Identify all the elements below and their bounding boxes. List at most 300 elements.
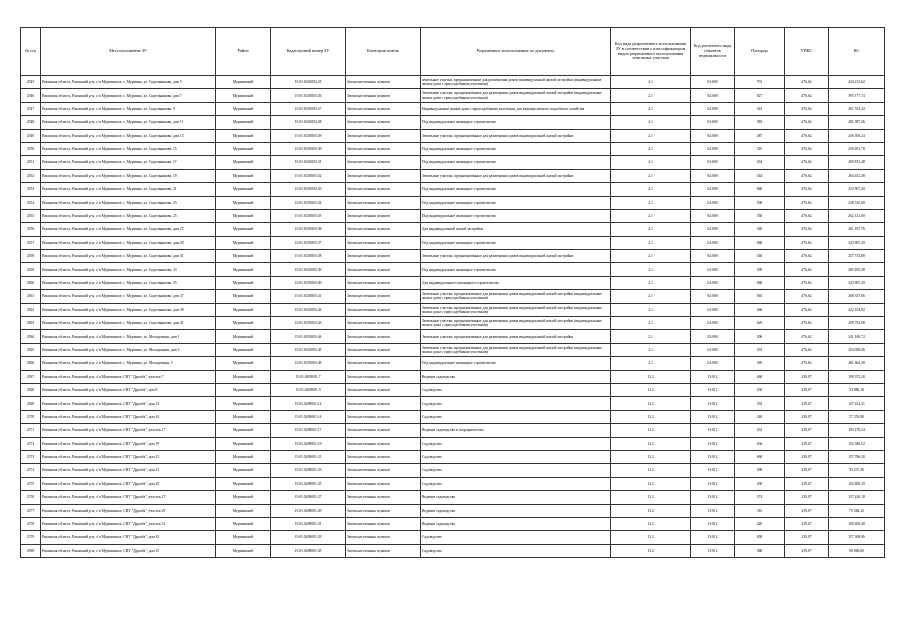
- cell-cadastral: 15:01:0209001:7: [271, 370, 346, 383]
- cell-permitted-use: Садоводство: [421, 410, 611, 423]
- table-row: [21, 142, 885, 155]
- cell-cadastral: 15:01:0209001:29: [271, 504, 346, 517]
- cell-ks: 103 278,24: [829, 424, 885, 437]
- cell-num: 2574: [21, 464, 41, 477]
- cell-location: Рязанская область, Рязанский р-н, с/п Мурминское, с. Мурмино, ул. Молодежная, дом 3: [41, 343, 216, 356]
- cell-area: 390: [735, 464, 785, 477]
- cell-cadastral: 15:01:0210003:27: [271, 102, 346, 115]
- cell-calc-code: 13:012: [691, 517, 735, 530]
- cell-ks: 90 846,60: [829, 544, 885, 557]
- cell-permitted-use: Земельные участки, предназначенные для размещения домов индивидуальной жилой застройки (индивидуальные жилые дома с приусадебными участками): [421, 89, 611, 102]
- cell-ks: 241 169,72: [829, 330, 885, 343]
- cell-ks: 54 986,10: [829, 383, 885, 396]
- table-row: [21, 410, 885, 423]
- cell-calc-code: 13:012: [691, 464, 735, 477]
- cell-district: Мурминский: [216, 250, 271, 263]
- cell-cadastral: 15:01:0210003:41: [271, 290, 346, 303]
- cell-upks: 476,62: [785, 276, 829, 289]
- table-row: [21, 116, 885, 129]
- cell-location: Рязанская область, Рязанский р-н, с/п Мурминское, СНТ "Дружба", дом 23: [41, 464, 216, 477]
- cell-calc-code: 13:012: [691, 410, 735, 423]
- cell-ks: 102 800,10: [829, 477, 885, 490]
- cell-vri-code: 2.1: [611, 169, 691, 182]
- table-row: [21, 544, 885, 557]
- cell-permitted-use: Земельные участки, предназначенные для размещения домов индивидуальной жилой застройки: [421, 129, 611, 142]
- cell-area: 658: [735, 531, 785, 544]
- cell-area: 230: [735, 383, 785, 396]
- cell-cadastral: 15:01:0210003:28: [271, 116, 346, 129]
- cell-district: Мурминский: [216, 276, 271, 289]
- cell-vri-code: 2.1: [611, 343, 691, 356]
- cell-calc-code: 02:000: [691, 89, 735, 102]
- cell-category: Земли населенных пунктов: [346, 437, 421, 450]
- cell-calc-code: 02:000: [691, 317, 735, 330]
- cell-area: 701: [735, 76, 785, 89]
- cell-cadastral: 15:01:0210003:45: [271, 343, 346, 356]
- cell-location: Рязанская область, Рязанский р-н, с/п Мурминское, с. Мурмино, ул. Сидельникова, 25: [41, 209, 216, 222]
- cell-cadastral: 15:01:0210003:46: [271, 357, 346, 370]
- header-calc-code: Код расчетного вида объектов недвижимости: [691, 28, 735, 76]
- cell-cadastral: 15:01:0210003:37: [271, 236, 346, 249]
- cell-calc-code: 02:000: [691, 116, 735, 129]
- cell-category: Земли населенных пунктов: [346, 491, 421, 504]
- cell-location: Рязанская область, Рязанский р-н, с/п Мурминское, с. Мурмино, ул. Сидельникова, 19: [41, 169, 216, 182]
- cell-category: Земли населенных пунктов: [346, 464, 421, 477]
- cell-cadastral: 15:01:0210003:30: [271, 142, 346, 155]
- header-cadastral: Кадастровый номер ЗУ: [271, 28, 346, 76]
- table-body: [21, 76, 885, 558]
- cell-vri-code: 2.1: [611, 263, 691, 276]
- cell-ks: 323 967,20: [829, 276, 885, 289]
- cell-upks: 239,07: [785, 383, 829, 396]
- cell-district: Мурминский: [216, 343, 271, 356]
- cell-area: 434: [735, 156, 785, 169]
- cell-category: Земли населенных пунктов: [346, 424, 421, 437]
- cell-ks: 323 967,20: [829, 183, 885, 196]
- cell-location: Рязанская область, Рязанский р-н, с/п Мурминское, с. Мурмино, ул. Сидельникова, дом 41: [41, 317, 216, 330]
- cell-num: 2580: [21, 544, 41, 557]
- cell-category: Земли населенных пунктов: [346, 317, 421, 330]
- table-row: [21, 477, 885, 490]
- cell-calc-code: 02:000: [691, 142, 735, 155]
- cell-num: 2557: [21, 236, 41, 249]
- cell-district: Мурминский: [216, 317, 271, 330]
- cell-district: Мурминский: [216, 263, 271, 276]
- cell-vri-code: 2.1: [611, 89, 691, 102]
- cell-district: Мурминский: [216, 116, 271, 129]
- cell-location: Рязанская область, Рязанский р-н, с/п Мурминское, с. Мурмино, ул. Сидельникова, дом 5: [41, 76, 216, 89]
- cell-calc-code: 02:000: [691, 223, 735, 236]
- cell-cadastral: 15:01:0210003:33: [271, 183, 346, 196]
- cell-num: 2562: [21, 303, 41, 316]
- cell-vri-code: 13.2: [611, 437, 691, 450]
- cell-calc-code: 02:000: [691, 76, 735, 89]
- cell-area: 525: [735, 142, 785, 155]
- cell-category: Земли населенных пунктов: [346, 544, 421, 557]
- cell-ks: 261 664,38: [829, 357, 885, 370]
- cell-cadastral: 15:01:0209001:17: [271, 424, 346, 437]
- cell-district: Мурминский: [216, 410, 271, 423]
- cell-num: 2550: [21, 142, 41, 155]
- cell-district: Мурминский: [216, 357, 271, 370]
- cell-area: 432: [735, 424, 785, 437]
- cell-category: Земли населенных пунктов: [346, 383, 421, 396]
- table-row: [21, 370, 885, 383]
- table-row: [21, 437, 885, 450]
- cell-calc-code: 13:012: [691, 397, 735, 410]
- cell-permitted-use: Земельные участки, предназначенные для размещения домов индивидуальной жилой застройки: [421, 330, 611, 343]
- cell-location: Рязанская область, Рязанский р-н, с/п Мурминское, с. Мурмино, ул. Сидельникова, дом 13: [41, 129, 216, 142]
- cell-cadastral: 15:01:0209001:21: [271, 450, 346, 463]
- cell-location: Рязанская область, Рязанский р-н, с/п Мурминское, СНТ "Дружба", дом 21: [41, 450, 216, 463]
- cell-calc-code: 02:000: [691, 129, 735, 142]
- cell-ks: 395 177,74: [829, 89, 885, 102]
- cell-category: Земли населенных пунктов: [346, 370, 421, 383]
- cell-category: Земли населенных пунктов: [346, 263, 421, 276]
- cell-area: 430: [735, 477, 785, 490]
- cell-district: Мурминский: [216, 303, 271, 316]
- cell-permitted-use: Для индивидуального жилищного строительства: [421, 276, 611, 289]
- cell-ks: 157 308,06: [829, 531, 885, 544]
- cell-calc-code: 02:000: [691, 236, 735, 249]
- cell-upks: 239,07: [785, 370, 829, 383]
- cell-area: 487: [735, 129, 785, 142]
- cell-permitted-use: Садоводство: [421, 531, 611, 544]
- cell-permitted-use: Для индивидуальной жилой застройки: [421, 223, 611, 236]
- cell-area: 680: [735, 236, 785, 249]
- cell-ks: 127 424,31: [829, 397, 885, 410]
- cell-vri-code: 2.1: [611, 183, 691, 196]
- cell-district: Мурминский: [216, 290, 271, 303]
- cell-upks: 239,07: [785, 477, 829, 490]
- cell-permitted-use: Под индивидуальное жилищное строительство: [421, 116, 611, 129]
- cell-ks: 323 967,20: [829, 236, 885, 249]
- cell-permitted-use: Под индивидуальное жилищное строительство: [421, 263, 611, 276]
- cell-num: 2554: [21, 196, 41, 209]
- cell-vri-code: 13.2: [611, 531, 691, 544]
- header-upks: УПКС: [785, 28, 829, 76]
- cell-calc-code: 13:012: [691, 491, 735, 504]
- table-row: [21, 424, 885, 437]
- cell-vri-code: 2.1: [611, 290, 691, 303]
- header-district: Район: [216, 28, 271, 76]
- cell-cadastral: 15:01:0209001:33: [271, 531, 346, 544]
- header-location: Местоположение ЗУ: [41, 28, 216, 76]
- cell-permitted-use: Под индивидуальное жилищное строительство: [421, 142, 611, 155]
- cell-upks: 476,62: [785, 169, 829, 182]
- cell-location: Рязанская область, Рязанский р-н, с/п Мурминское, СНТ "Дружба", участок 27: [41, 491, 216, 504]
- table-row: [21, 196, 885, 209]
- cell-location: Рязанская область, Рязанский р-н, с/п Мурминское, с. Мурмино, ул. Сидельникова, 17: [41, 156, 216, 169]
- cell-permitted-use: Садоводство: [421, 477, 611, 490]
- cell-permitted-use: Под индивидуальное жилищное строительство: [421, 156, 611, 169]
- cell-calc-code: 13:012: [691, 544, 735, 557]
- table-row: [21, 504, 885, 517]
- cell-permitted-use: Земельные участки, предназначенные для размещения домов индивидуальной жилой застройки: [421, 250, 611, 263]
- cell-num: 2565: [21, 343, 41, 356]
- cell-district: Мурминский: [216, 142, 271, 155]
- cell-category: Земли населенных пунктов: [346, 357, 421, 370]
- cell-vri-code: 13.2: [611, 544, 691, 557]
- cell-num: 2566: [21, 357, 41, 370]
- cell-num: 2549: [21, 129, 41, 142]
- cell-area: 550: [735, 209, 785, 222]
- cell-vri-code: 2.1: [611, 236, 691, 249]
- cell-num: 2567: [21, 370, 41, 383]
- cell-vri-code: 13.2: [611, 464, 691, 477]
- cell-area: 583: [735, 116, 785, 129]
- cell-permitted-use: Ведение садоводства и огородничества: [421, 424, 611, 437]
- cell-location: Рязанская область, Рязанский р-н, с/п Мурминское, с. Мурмино, ул. Сидельникова, 23: [41, 196, 216, 209]
- cell-location: Рязанская область, Рязанский р-н, с/п Мурминское, с. Мурмино, ул. Сидельникова, 15: [41, 142, 216, 155]
- cell-ks: 137 226,18: [829, 491, 885, 504]
- cell-calc-code: 02:000: [691, 276, 735, 289]
- cell-district: Мурминский: [216, 437, 271, 450]
- cell-cadastral: 15:01:0209001:19: [271, 437, 346, 450]
- cell-district: Мурминский: [216, 383, 271, 396]
- cell-vri-code: 2.1: [611, 156, 691, 169]
- cell-location: Рязанская область, Рязанский р-н, с/п Мурминское, СНТ "Дружба", дом 12: [41, 397, 216, 410]
- cell-area: 680: [735, 183, 785, 196]
- cell-category: Земли населенных пунктов: [346, 343, 421, 356]
- cell-num: 2579: [21, 531, 41, 544]
- cell-calc-code: 13:012: [691, 504, 735, 517]
- cell-location: Рязанская область, Рязанский р-н, с/п Мурминское, СНТ "Дружба", дом 19: [41, 437, 216, 450]
- cell-vri-code: 2.1: [611, 116, 691, 129]
- cell-vri-code: 2.1: [611, 76, 691, 89]
- cell-district: Мурминский: [216, 196, 271, 209]
- cell-location: Рязанская область, Рязанский р-н, с/п Мурминское, СНТ "Дружба", дом 35: [41, 544, 216, 557]
- cell-location: Рязанская область, Рязанский р-н, с/п Мурминское, с. Мурмино, ул. Сидельникова, дом 37: [41, 290, 216, 303]
- cell-vri-code: 2.1: [611, 357, 691, 370]
- cell-upks: 476,62: [785, 330, 829, 343]
- cell-cadastral: 15:01:0209001:14: [271, 410, 346, 423]
- cell-district: Мурминский: [216, 517, 271, 530]
- cell-category: Земли населенных пунктов: [346, 303, 421, 316]
- cell-calc-code: 13:012: [691, 370, 735, 383]
- cell-upks: 476,62: [785, 183, 829, 196]
- cell-calc-code: 02:000: [691, 169, 735, 182]
- cell-upks: 476,62: [785, 142, 829, 155]
- cell-upks: 476,62: [785, 236, 829, 249]
- cell-ks: 281 987,26: [829, 116, 885, 129]
- cell-location: Рязанская область, Рязанский р-н, с/п Мурминское, СНТ "Дружба", участок 29: [41, 504, 216, 517]
- cell-district: Мурминский: [216, 209, 271, 222]
- cell-category: Земли населенных пунктов: [346, 450, 421, 463]
- cell-num: 2577: [21, 504, 41, 517]
- cell-permitted-use: Под индивидуальное жилищное строительство: [421, 236, 611, 249]
- cell-area: 500: [735, 196, 785, 209]
- cell-area: 563: [735, 290, 785, 303]
- cell-ks: 257 374,80: [829, 250, 885, 263]
- cell-area: 460: [735, 370, 785, 383]
- cell-vri-code: 13.2: [611, 504, 691, 517]
- cell-num: 2563: [21, 317, 41, 330]
- cell-num: 2576: [21, 491, 41, 504]
- cell-location: Рязанская область, Рязанский р-н, с/п Мурминское, с. Мурмино, ул. Сидельникова, дом 7: [41, 89, 216, 102]
- cell-category: Земли населенных пунктов: [346, 276, 421, 289]
- cell-category: Земли населенных пунктов: [346, 477, 421, 490]
- cell-calc-code: 02:000: [691, 343, 735, 356]
- cell-num: 2571: [21, 424, 41, 437]
- cell-vri-code: 13.2: [611, 517, 691, 530]
- cell-upks: 476,62: [785, 250, 829, 263]
- cell-upks: 239,07: [785, 491, 829, 504]
- cell-category: Земли населенных пунктов: [346, 504, 421, 517]
- cell-category: Земли населенных пунктов: [346, 129, 421, 142]
- cell-upks: 239,07: [785, 410, 829, 423]
- header-num: № п/п: [21, 28, 41, 76]
- cell-cadastral: 15:01:0210003:42: [271, 303, 346, 316]
- cell-location: Рязанская область, Рязанский р-н, с/п Мурминское, с. Мурмино, ул. Сидельникова, дом 39: [41, 303, 216, 316]
- cell-upks: 476,62: [785, 116, 829, 129]
- cell-cadastral: 15:01:0210003:43: [271, 317, 346, 330]
- cell-num: 2551: [21, 156, 41, 169]
- table-row: [21, 183, 885, 196]
- table-row: [21, 76, 885, 89]
- cell-location: Рязанская область, Рязанский р-н, с/п Мурминское, с. Мурмино, ул. Сидельникова, 35: [41, 276, 216, 289]
- cell-category: Земли населенных пунктов: [346, 410, 421, 423]
- cell-area: 543: [735, 102, 785, 115]
- cell-category: Земли населенных пунктов: [346, 169, 421, 182]
- table-row: [21, 517, 885, 530]
- table-row: [21, 236, 885, 249]
- cell-vri-code: 2.1: [611, 330, 691, 343]
- cell-cadastral: 15:01:0210003:26: [271, 89, 346, 102]
- cell-vri-code: 13.2: [611, 383, 691, 396]
- table-row: [21, 169, 885, 182]
- cell-location: Рязанская область, Рязанский р-н, с/п Мурминское, с. Мурмино, ул. Сидельникова, 21: [41, 183, 216, 196]
- cell-cadastral: 15:01:0210003:39: [271, 263, 346, 276]
- document-page: [20, 27, 884, 558]
- cell-location: Рязанская область, Рязанский р-н, с/п Мурминское, СНТ "Дружба", дом 9: [41, 383, 216, 396]
- cell-vri-code: 13.2: [611, 491, 691, 504]
- cell-calc-code: 02:000: [691, 303, 735, 316]
- header-permitted-use: Разрешенное использование по документу: [421, 28, 611, 76]
- cell-ks: 57 376,80: [829, 410, 885, 423]
- cell-district: Мурминский: [216, 424, 271, 437]
- table-row: [21, 250, 885, 263]
- table-row: [21, 303, 885, 316]
- cell-num: 2553: [21, 183, 41, 196]
- cell-num: 2558: [21, 250, 41, 263]
- cell-upks: 239,07: [785, 544, 829, 557]
- cell-num: 2572: [21, 437, 41, 450]
- cell-ks: 157 786,20: [829, 450, 885, 463]
- cell-district: Мурминский: [216, 156, 271, 169]
- cell-category: Земли населенных пунктов: [346, 531, 421, 544]
- cell-cadastral: 15:01:0210003:44: [271, 330, 346, 343]
- cell-district: Мурминский: [216, 76, 271, 89]
- cell-cadastral: 15:01:0210003:34: [271, 196, 346, 209]
- cell-upks: 239,07: [785, 397, 829, 410]
- cell-ks: 268 337,06: [829, 290, 885, 303]
- cell-area: 629: [735, 317, 785, 330]
- cell-vri-code: 13.2: [611, 477, 691, 490]
- cell-calc-code: 13:012: [691, 383, 735, 396]
- table-row: [21, 464, 885, 477]
- cell-area: 316: [735, 504, 785, 517]
- cell-ks: 93 237,30: [829, 464, 885, 477]
- cell-num: 2546: [21, 89, 41, 102]
- cell-cadastral: 15:01:0209001:23: [271, 464, 346, 477]
- cell-calc-code: 13:012: [691, 450, 735, 463]
- cell-district: Мурминский: [216, 544, 271, 557]
- cell-permitted-use: Садоводство: [421, 464, 611, 477]
- cell-ks: 261 187,76: [829, 223, 885, 236]
- table-row: [21, 343, 885, 356]
- cell-location: Рязанская область, Рязанский р-н, с/п Мурминское, с. Мурмино, ул. Сидельникова, 9: [41, 102, 216, 115]
- cell-permitted-use: земельные участки, предназначенные для размещения домов индивидуальной жилой застройки (индивидуальные жилые дома с приусадебными участками): [421, 76, 611, 89]
- table-row: [21, 102, 885, 115]
- cell-permitted-use: Под индивидуальное жилищное строительство: [421, 209, 611, 222]
- cell-ks: 261 553,32: [829, 102, 885, 115]
- cell-location: Рязанская область, Рязанский р-н, с/п Мурминское, с. Мурмино, ул. Сидельникова, дом 11: [41, 116, 216, 129]
- cell-upks: 476,62: [785, 129, 829, 142]
- cell-num: 2545: [21, 76, 41, 89]
- cell-location: Рязанская область, Рязанский р-н, с/п Мурминское, с. Мурмино, ул. Сидельникова, 33: [41, 263, 216, 276]
- table-row: [21, 357, 885, 370]
- cell-num: 2556: [21, 223, 41, 236]
- cell-ks: 299 793,98: [829, 317, 885, 330]
- cell-ks: 238 310,00: [829, 196, 885, 209]
- table-row: [21, 223, 885, 236]
- cell-permitted-use: Садоводство: [421, 383, 611, 396]
- cell-category: Земли населенных пунктов: [346, 517, 421, 530]
- cell-upks: 239,07: [785, 464, 829, 477]
- cell-area: 660: [735, 450, 785, 463]
- table-row: [21, 383, 885, 396]
- cell-vri-code: 2.1: [611, 317, 691, 330]
- cell-permitted-use: Садоводство: [421, 397, 611, 410]
- cell-upks: 239,07: [785, 531, 829, 544]
- cell-num: 2564: [21, 330, 41, 343]
- cell-calc-code: 13:012: [691, 437, 735, 450]
- cell-upks: 239,07: [785, 517, 829, 530]
- cell-category: Земли населенных пунктов: [346, 183, 421, 196]
- cell-location: Рязанская область, Рязанский р-н, с/п Мурминское, с. Мурмино, ул. Сидельникова, дом 31: [41, 250, 216, 263]
- cell-category: Земли населенных пунктов: [346, 236, 421, 249]
- cell-upks: 476,62: [785, 303, 829, 316]
- table-row: [21, 290, 885, 303]
- cell-permitted-use: Под индивидуальное жилищное строительство: [421, 357, 611, 370]
- cell-area: 680: [735, 276, 785, 289]
- cell-area: 544: [735, 169, 785, 182]
- cell-location: Рязанская область, Рязанский р-н, с/п Мурминское, с. Мурмино, ул. Молодежная, дом 1: [41, 330, 216, 343]
- cell-ks: 254 038,46: [829, 343, 885, 356]
- cell-vri-code: 2.1: [611, 303, 691, 316]
- cell-category: Земли населенных пунктов: [346, 76, 421, 89]
- cell-cadastral: 15:01:0210003:38: [271, 250, 346, 263]
- cell-permitted-use: Под индивидуальное жилищное строительство: [421, 183, 611, 196]
- table-row: [21, 276, 885, 289]
- cell-calc-code: 13:012: [691, 531, 735, 544]
- cell-area: 533: [735, 397, 785, 410]
- cell-area: 548: [735, 223, 785, 236]
- cell-ks: 262 141,00: [829, 209, 885, 222]
- cell-category: Земли населенных пунктов: [346, 209, 421, 222]
- cell-location: Рязанская область, Рязанский р-н, с/п Мурминское, с. Мурмино, ул. Молодежная, 5: [41, 357, 216, 370]
- cell-district: Мурминский: [216, 129, 271, 142]
- cell-num: 2573: [21, 450, 41, 463]
- cell-category: Земли населенных пунктов: [346, 156, 421, 169]
- table-row: [21, 89, 885, 102]
- cell-location: Рязанская область, Рязанский р-н, с/п Мурминское, с. Мурмино, ул. Сидельникова, дом 29: [41, 236, 216, 249]
- cell-permitted-use: Под индивидуальное жилищное строительство: [421, 196, 611, 209]
- cell-num: 2547: [21, 102, 41, 115]
- cell-num: 2561: [21, 290, 41, 303]
- cell-category: Земли населенных пунктов: [346, 196, 421, 209]
